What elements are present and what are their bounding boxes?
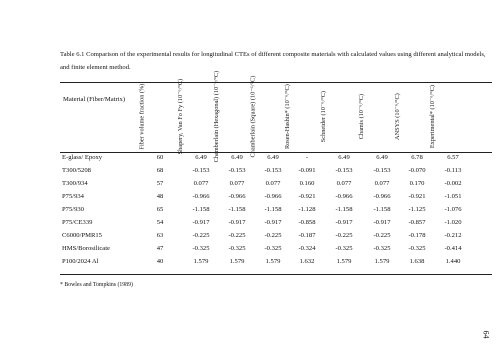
table-row bbox=[60, 206, 492, 218]
material-cell: E-glass/ Epoxy bbox=[62, 154, 103, 161]
value-cell: -0.921 bbox=[298, 193, 316, 200]
value-cell: 0.170 bbox=[409, 180, 425, 187]
table-bottom-rule bbox=[60, 274, 492, 275]
table-row bbox=[60, 167, 492, 179]
material-cell: P100/2024 Al bbox=[62, 258, 99, 265]
value-cell: -0.917 bbox=[335, 219, 353, 226]
value-cell: 54 bbox=[156, 219, 164, 226]
value-cell: -0.917 bbox=[228, 219, 246, 226]
header-chamberlain-hex: Chamberlain (Hexagonal) (10⁻⁶/°C) bbox=[213, 71, 221, 163]
value-cell: 6.49 bbox=[195, 154, 207, 161]
value-cell: 63 bbox=[156, 232, 164, 239]
table-row bbox=[60, 193, 492, 205]
value-cell: 1.632 bbox=[299, 258, 315, 265]
value-cell: 68 bbox=[156, 167, 164, 174]
header-chamberlain-square: Chamberlain (Square) (10⁻⁶/°C) bbox=[249, 76, 257, 158]
value-cell: -0.966 bbox=[373, 193, 391, 200]
value-cell: 6.49 bbox=[267, 154, 279, 161]
material-cell: P75/934 bbox=[62, 193, 84, 200]
value-cell: -0.225 bbox=[264, 232, 282, 239]
header-chamis: Chamis (10⁻⁶/°C) bbox=[358, 94, 366, 140]
value-cell: 65 bbox=[156, 206, 164, 213]
value-cell: -1.158 bbox=[228, 206, 246, 213]
value-cell: -0.153 bbox=[335, 167, 353, 174]
value-cell: -0.325 bbox=[192, 245, 210, 252]
table-row bbox=[60, 180, 492, 192]
header-fiber-volume: Fiber volume fraction (%) bbox=[138, 84, 146, 150]
value-cell: 0.077 bbox=[336, 180, 352, 187]
table-row bbox=[60, 154, 492, 166]
value-cell: 1.440 bbox=[445, 258, 461, 265]
value-cell: -1.128 bbox=[298, 206, 316, 213]
value-cell: 57 bbox=[156, 180, 164, 187]
value-cell: 0.160 bbox=[299, 180, 315, 187]
value-cell: -0.153 bbox=[373, 167, 391, 174]
value-cell: 60 bbox=[156, 154, 164, 161]
value-cell: -0.917 bbox=[264, 219, 282, 226]
value-cell: -1.158 bbox=[335, 206, 353, 213]
header-shapery: Shapery, Van Fo Fy (10⁻⁶/°C) bbox=[177, 79, 185, 155]
value-cell: -0.857 bbox=[408, 219, 426, 226]
value-cell: -0.921 bbox=[408, 193, 426, 200]
value-cell: -0.225 bbox=[192, 232, 210, 239]
value-cell: -0.966 bbox=[228, 193, 246, 200]
material-cell: P75/CE339 bbox=[62, 219, 93, 226]
material-cell: T300/5208 bbox=[62, 167, 91, 174]
value-cell: -0.225 bbox=[373, 232, 391, 239]
value-cell: -1.158 bbox=[264, 206, 282, 213]
value-cell: -0.153 bbox=[192, 167, 210, 174]
value-cell: -1.158 bbox=[373, 206, 391, 213]
material-cell: T300/934 bbox=[62, 180, 88, 187]
value-cell: -0.178 bbox=[408, 232, 426, 239]
value-cell: -0.113 bbox=[444, 167, 462, 174]
value-cell: -0.325 bbox=[228, 245, 246, 252]
value-cell: -0.325 bbox=[408, 245, 426, 252]
header-experimental: Experimental* (10⁻⁶/°C) bbox=[429, 85, 437, 149]
value-cell: 6.49 bbox=[231, 154, 243, 161]
material-column-header: Material (Fiber/Matrix) bbox=[62, 96, 126, 103]
value-cell: 1.579 bbox=[336, 258, 352, 265]
value-cell: 6.49 bbox=[338, 154, 350, 161]
page-number: 64 bbox=[481, 330, 491, 339]
value-cell: -0.070 bbox=[408, 167, 426, 174]
value-cell: 6.57 bbox=[447, 154, 459, 161]
table-row bbox=[60, 245, 492, 257]
value-cell: -0.858 bbox=[298, 219, 316, 226]
value-cell: -1.158 bbox=[192, 206, 210, 213]
value-cell: -0.966 bbox=[192, 193, 210, 200]
value-cell: -0.091 bbox=[298, 167, 316, 174]
material-cell: P75/930 bbox=[62, 206, 84, 213]
value-cell: -1.051 bbox=[444, 193, 462, 200]
material-cell: HMS/Borosilicate bbox=[62, 245, 110, 252]
value-cell: -1.076 bbox=[444, 206, 462, 213]
value-cell: 47 bbox=[156, 245, 164, 252]
value-cell: -0.324 bbox=[298, 245, 316, 252]
value-cell: -0.414 bbox=[444, 245, 462, 252]
value-cell: 6.78 bbox=[411, 154, 423, 161]
value-cell: 6.49 bbox=[376, 154, 388, 161]
value-cell: -0.153 bbox=[228, 167, 246, 174]
table-row bbox=[60, 232, 492, 244]
value-cell: -1.125 bbox=[408, 206, 426, 213]
value-cell: -0.212 bbox=[444, 232, 462, 239]
header-rosen-hashin: Rosen-Hashin* (10⁻⁶/°C) bbox=[283, 84, 291, 150]
table-footnote: * Bowles and Tompkins (1989) bbox=[60, 282, 133, 288]
value-cell: 48 bbox=[156, 193, 164, 200]
table-top-rule bbox=[60, 82, 492, 83]
table-caption: Table 6.1 Comparison of the experimental results for longitudinal CTEs of different composite materials with calculated values using different analytical models, and finite element method. bbox=[60, 51, 486, 71]
value-cell: 1.579 bbox=[265, 258, 281, 265]
value-cell: -0.966 bbox=[335, 193, 353, 200]
value-cell: -0.966 bbox=[264, 193, 282, 200]
value-cell: -1.020 bbox=[444, 219, 462, 226]
value-cell: 1.579 bbox=[374, 258, 390, 265]
value-cell: -0.917 bbox=[373, 219, 391, 226]
table-row bbox=[60, 219, 492, 231]
value-cell: -0.225 bbox=[228, 232, 246, 239]
value-cell: 0.077 bbox=[265, 180, 281, 187]
value-cell: 1.638 bbox=[409, 258, 425, 265]
value-cell: -0.917 bbox=[192, 219, 210, 226]
table-header-rule bbox=[60, 152, 492, 153]
material-cell: C6000/PMR15 bbox=[62, 232, 102, 239]
value-cell: -0.325 bbox=[373, 245, 391, 252]
header-ansys: ANSYS (10⁻⁶/°C) bbox=[393, 93, 401, 141]
value-cell: -0.187 bbox=[298, 232, 316, 239]
value-cell: 1.579 bbox=[229, 258, 245, 265]
value-cell: - bbox=[305, 154, 309, 161]
header-schneider: Schneider (10⁻⁶/°C) bbox=[320, 91, 328, 143]
value-cell: -0.153 bbox=[264, 167, 282, 174]
value-cell: -0.325 bbox=[264, 245, 282, 252]
value-cell: -0.225 bbox=[335, 232, 353, 239]
value-cell: -0.325 bbox=[335, 245, 353, 252]
table-row bbox=[60, 258, 492, 270]
value-cell: 0.077 bbox=[374, 180, 390, 187]
value-cell: 0.077 bbox=[193, 180, 209, 187]
value-cell: 40 bbox=[156, 258, 164, 265]
value-cell: 0.077 bbox=[229, 180, 245, 187]
value-cell: 1.579 bbox=[193, 258, 209, 265]
value-cell: -0.002 bbox=[444, 180, 462, 187]
